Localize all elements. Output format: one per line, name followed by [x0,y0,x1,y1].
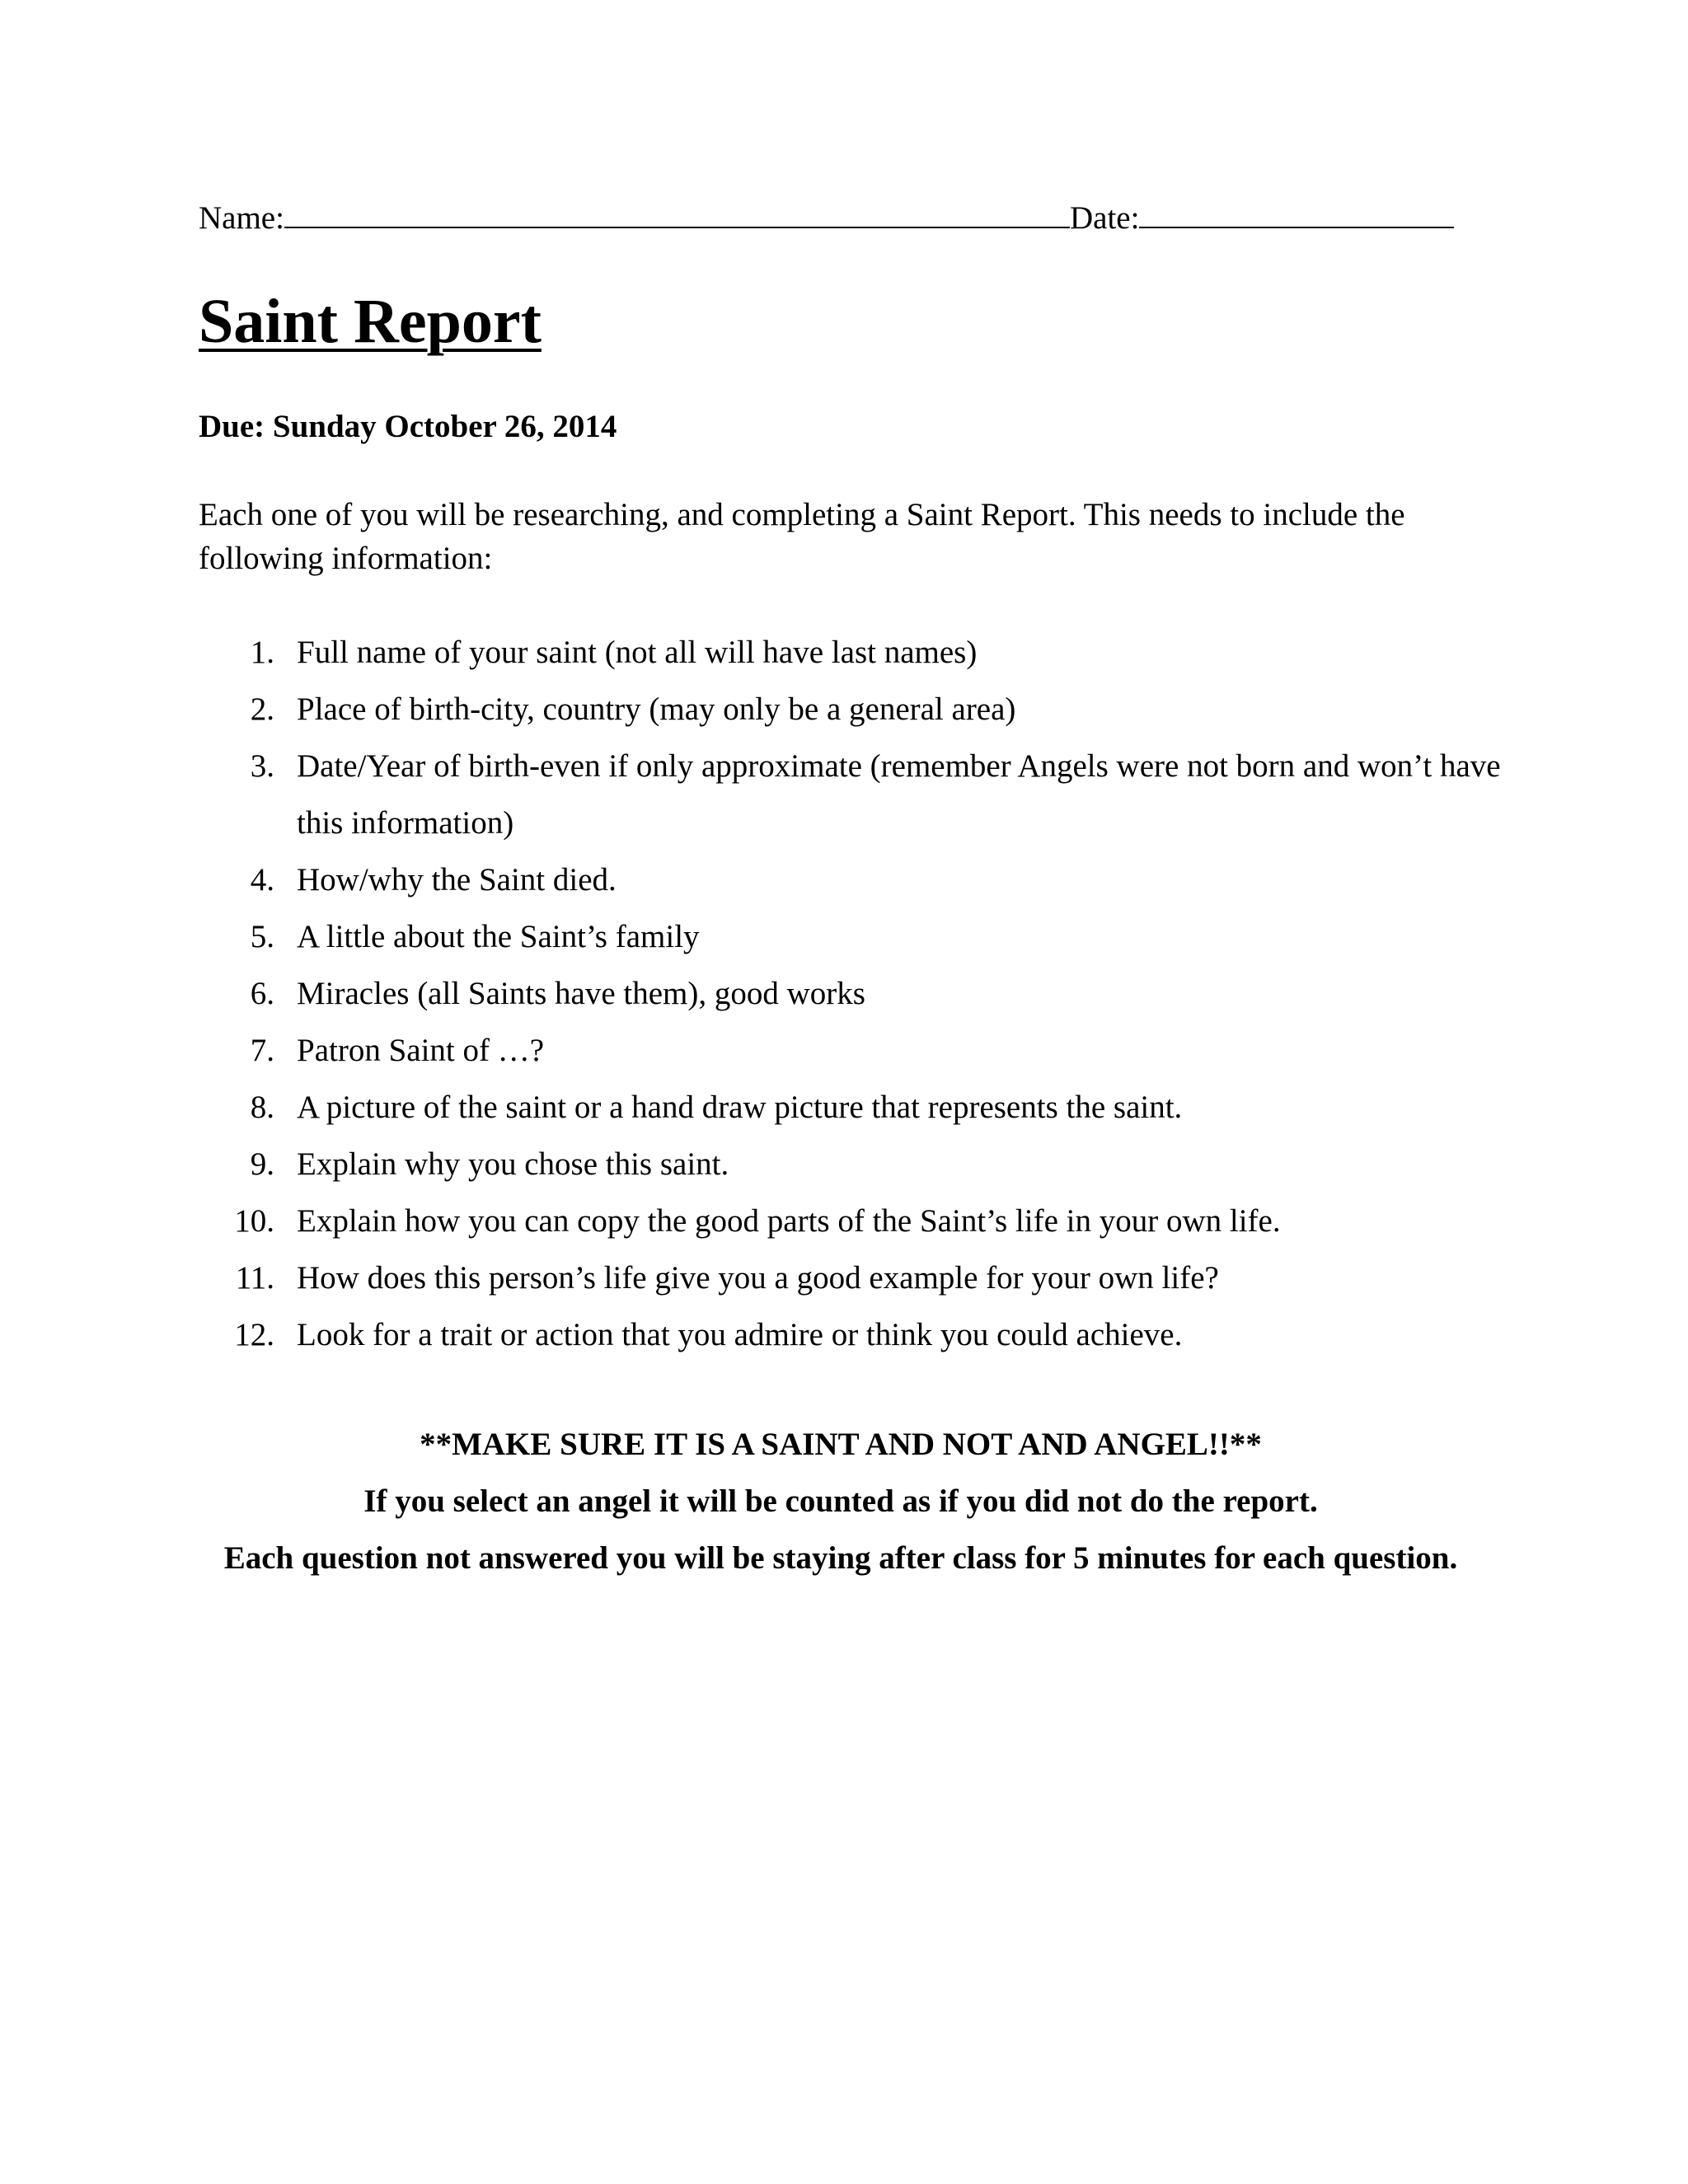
list-item-text: Explain why you chose this saint. [297,1146,729,1182]
list-item [199,1249,1501,1306]
list-item-number: 6. [250,976,274,1011]
name-date-line [199,195,1454,239]
warning-saint-not-angel: **MAKE SURE IT IS A SAINT AND NOT AND ANGEL!!** [420,1427,1262,1462]
name-blank-line [284,195,1070,228]
intro-paragraph: Each one of you will be researching, and completing a Saint Report. This needs to include the following information: [199,497,1405,576]
list-item [199,1136,1501,1193]
list-item [199,1193,1501,1249]
list-item-text: Explain how you can copy the good parts of the Saint’s life in your own life. [297,1203,1281,1239]
list-item [199,965,1501,1022]
list-item-text: A little about the Saint’s family [297,919,700,954]
list-item-text: A picture of the saint or a hand draw picture that represents the saint. [297,1090,1183,1125]
list-item-number: 8. [250,1090,274,1125]
page-title: Saint Report [199,287,542,356]
list-item-number: 7. [250,1033,274,1068]
list-item-number: 12. [234,1317,274,1352]
list-item [199,1306,1501,1363]
list-item-number: 2. [250,691,274,727]
requirements-list [199,624,1501,1363]
date-label: Date: [1069,200,1140,236]
list-item-text: Patron Saint of …? [297,1033,545,1068]
list-item-text: How does this person’s life give you a good example for your own life? [297,1260,1219,1296]
list-item-text: Miracles (all Saints have them), good works [297,976,865,1011]
list-item [199,681,1501,738]
list-item-number: 11. [235,1260,274,1296]
list-item [199,1079,1501,1136]
date-blank-line [1139,195,1454,228]
list-item-number: 10. [234,1203,274,1239]
list-item [199,624,1501,681]
list-item [199,1022,1501,1079]
list-item-number: 9. [250,1146,274,1182]
list-item-text: Look for a trait or action that you admire or think you could achieve. [297,1317,1183,1352]
list-item-number: 4. [250,862,274,898]
warning-angel-penalty: If you select an angel it will be counted as if you did not do the report. [363,1483,1318,1519]
list-item [199,908,1501,965]
list-item-text: Place of birth-city, country (may only be a general area) [297,691,1016,727]
due-date: Due: Sunday October 26, 2014 [199,409,617,444]
list-item [199,851,1501,908]
list-item-text: Full name of your saint (not all will have last names) [297,635,978,670]
list-item-number: 3. [250,748,274,784]
list-item [199,738,1501,851]
warnings-block [0,1416,1681,1586]
list-item-number: 5. [250,919,274,954]
name-label: Name: [199,200,284,236]
warning-unanswered-penalty: Each question not answered you will be staying after class for 5 minutes for each question. [223,1540,1458,1576]
list-item-text: How/why the Saint died. [297,862,617,898]
list-item-text: Date/Year of birth-even if only approximate (remember Angels were not born and won’t have this information) [297,748,1501,841]
list-item-number: 1. [250,635,274,670]
